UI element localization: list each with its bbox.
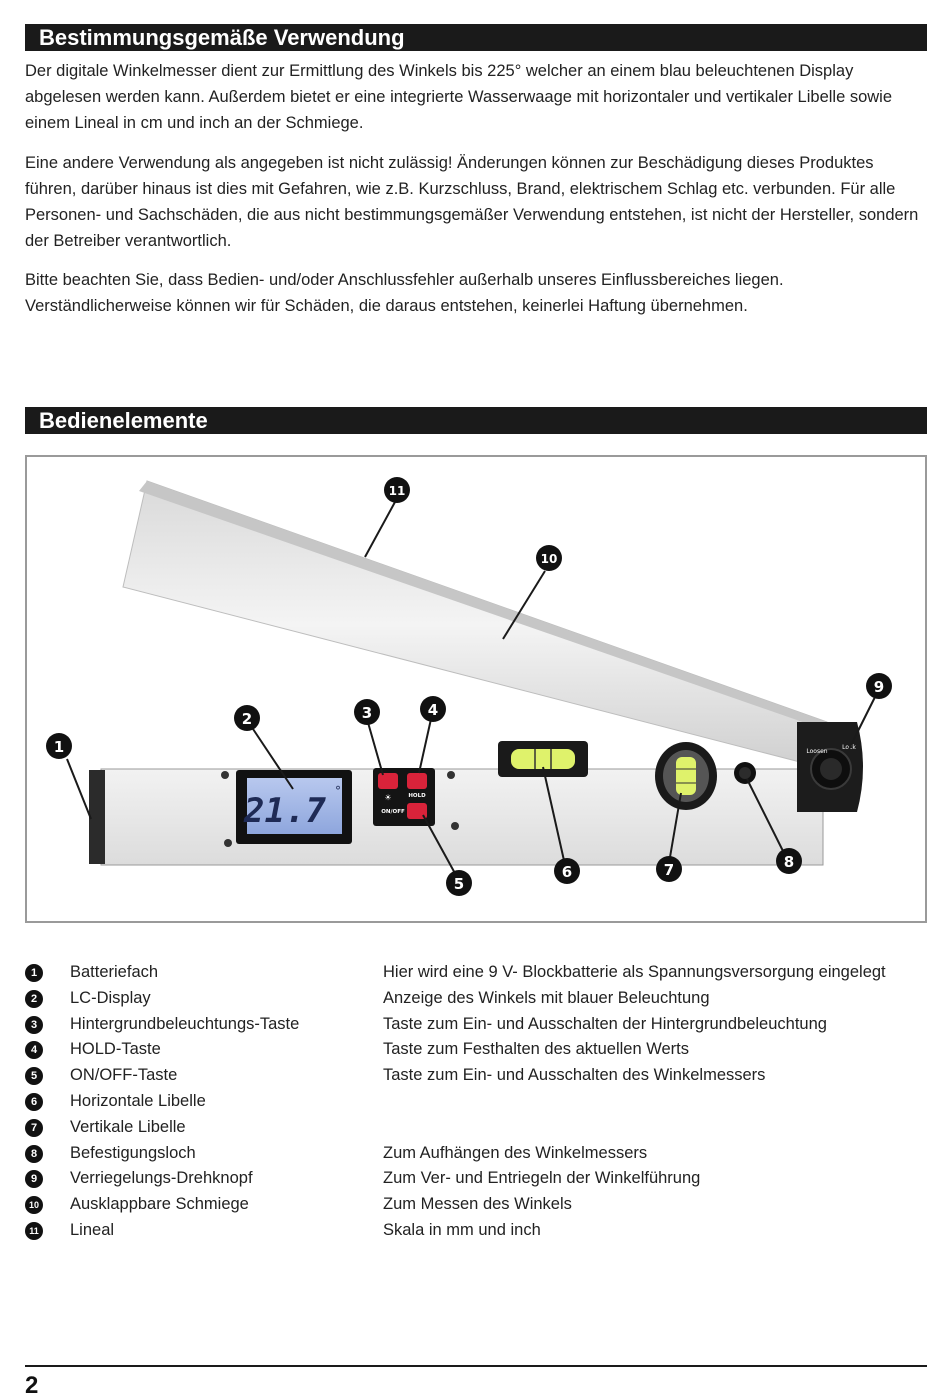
onoff-label: ON/OFF xyxy=(381,809,405,815)
callout-6 xyxy=(554,858,580,884)
callout-1 xyxy=(46,733,72,759)
list-item: 1 Batteriefach Hier wird eine 9 V- Blockbatterie als Spannungsversorgung eingelegt xyxy=(25,960,925,986)
svg-text:10: 10 xyxy=(540,552,558,566)
footer-rule xyxy=(25,1365,927,1367)
list-item: 6 Horizontale Libelle xyxy=(25,1089,925,1115)
loosen-label: Loosen xyxy=(806,748,828,755)
lcd-unit: ° xyxy=(335,784,341,798)
callout-3 xyxy=(354,699,380,725)
svg-text:8: 8 xyxy=(783,853,795,871)
svg-text:6: 6 xyxy=(561,863,573,881)
backlight-icon: ☀ xyxy=(384,793,392,802)
hold-button xyxy=(407,773,427,789)
list-item: 7 Vertikale Libelle xyxy=(25,1115,925,1141)
hold-label: HOLD xyxy=(408,793,426,799)
list-item: 11 Lineal Skala in mm und inch xyxy=(25,1218,925,1244)
callout-2 xyxy=(234,705,260,731)
battery-compartment xyxy=(89,770,105,864)
svg-text:1: 1 xyxy=(53,738,65,756)
svg-text:2: 2 xyxy=(241,710,253,728)
list-item: 5 ON/OFF-Taste Taste zum Ein- und Ausschalten des Winkelmessers xyxy=(25,1063,925,1089)
paragraph-3: Bitte beachten Sie, dass Bedien- und/oder Anschlussfehler außerhalb unseres Einflussbereiches liegen. Verständlicherweise können wir für Schäden, die daraus entstehen, keinerlei Haftung übernehmen. xyxy=(25,271,784,315)
callout-9 xyxy=(866,673,892,699)
svg-text:4: 4 xyxy=(427,701,439,719)
callout-7 xyxy=(656,856,682,882)
vertical-vial xyxy=(676,757,696,795)
callout-4 xyxy=(420,696,446,722)
svg-text:5: 5 xyxy=(453,875,465,893)
list-item: 9 Verriegelungs-Drehknopf Zum Ver- und Entriegeln der Winkelführung xyxy=(25,1166,925,1192)
list-item: 4 HOLD-Taste Taste zum Festhalten des aktuellen Werts xyxy=(25,1037,925,1063)
paragraph-2: Eine andere Verwendung als angegeben ist nicht zulässig! Änderungen können zur Beschädigung dieses Produktes führen, darüber hinaus ist dies mit Gefahren, wie z.B. Kurzschluss, Brand, elektrischem Schlag etc. verbunden. Für alle Personen- und Sachschäden, die aus nicht bestimmungsgemäßer Verwendung entstehen, ist nicht der Hersteller, sondern der Betreiber verantwortlich. xyxy=(25,154,919,250)
callout-5 xyxy=(446,870,472,896)
page-number: 2 xyxy=(25,1372,39,1399)
section-title-intended-use: Bestimmungsgemäße Verwendung xyxy=(25,24,927,51)
folding-arm xyxy=(123,481,827,769)
paragraph-1: Der digitale Winkelmesser dient zur Ermittlung des Winkels bis 225° welcher an einem blau beleuchtenen Display abgelesen werden kann. Außerdem bietet er eine integrierte Wasserwaage mit horizontaler und vertikaler Libelle sowie einem Lineal in cm und inch an der Schmiege. xyxy=(25,62,893,132)
product-figure xyxy=(25,455,927,923)
list-item: 3 Hintergrundbeleuchtungs-Taste Taste zum Ein- und Ausschalten der Hintergrundbeleuchtung xyxy=(25,1012,925,1038)
lcd-value: 21.7 xyxy=(244,791,326,831)
horizontal-vial xyxy=(511,749,575,769)
callout-8 xyxy=(776,848,802,874)
svg-text:9: 9 xyxy=(873,678,885,696)
section-title-controls: Bedienelemente xyxy=(25,407,927,434)
callout-11 xyxy=(384,477,410,503)
svg-text:11: 11 xyxy=(388,484,406,498)
list-item: 10 Ausklappbare Schmiege Zum Messen des Winkels xyxy=(25,1192,925,1218)
angle-finder-illustration xyxy=(27,457,925,921)
svg-text:3: 3 xyxy=(361,704,373,722)
list-item: 8 Befestigungsloch Zum Aufhängen des Winkelmessers xyxy=(25,1141,925,1167)
lock-label: Lock xyxy=(842,744,856,751)
callout-10 xyxy=(536,545,562,571)
controls-legend xyxy=(25,960,925,1244)
backlight-button xyxy=(378,773,398,789)
list-item: 2 LC-Display Anzeige des Winkels mit blauer Beleuchtung xyxy=(25,986,925,1012)
svg-text:7: 7 xyxy=(663,861,675,879)
